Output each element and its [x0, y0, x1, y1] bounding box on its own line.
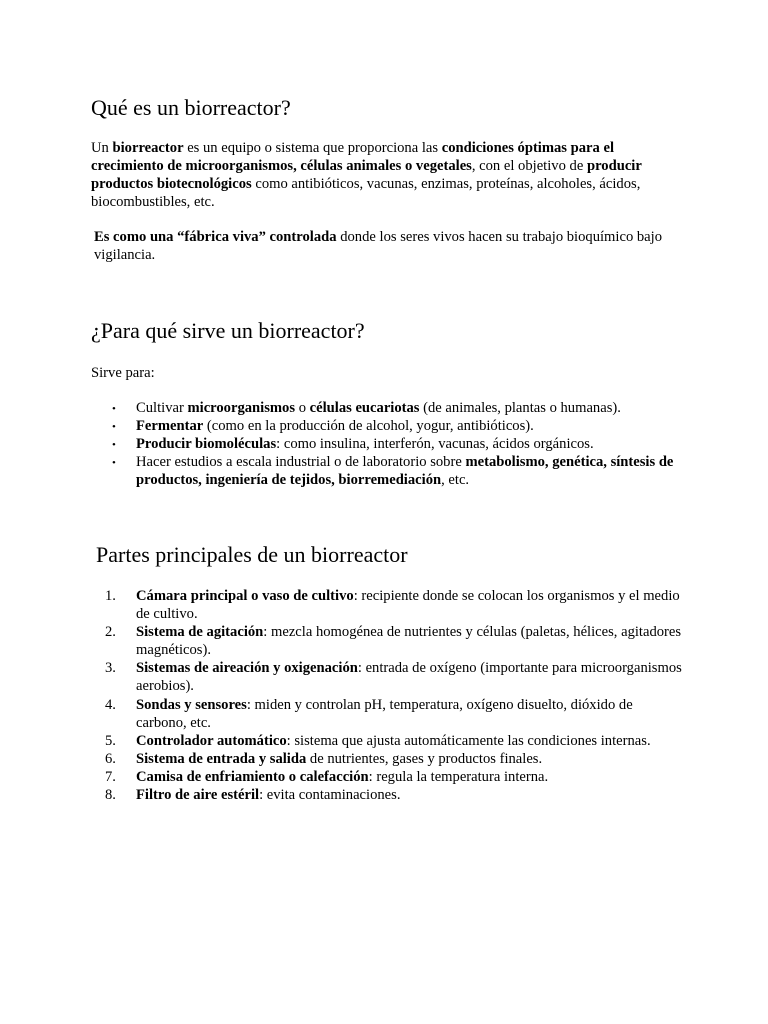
- text: , con el objetivo de: [471, 158, 587, 175]
- paragraph-definition: [91, 139, 676, 211]
- bold-text: microorganismos: [187, 400, 296, 416]
- text: : sistema que ajusta automáticamente las condiciones internas.: [286, 732, 651, 749]
- text: : como insulina, interferón, vacunas, ácidos orgánicos.: [276, 436, 594, 453]
- text: : miden y controlan pH, temperatura, oxígeno disuelto, dióxido de carbono, etc.: [136, 696, 633, 731]
- list-number: 4.: [105, 696, 116, 713]
- list-item: [105, 659, 685, 695]
- text: : mezcla homogénea de nutrientes y células (paletas, hélices, agitadores magnéticos).: [136, 624, 682, 659]
- list-item: [105, 786, 685, 804]
- list-number: 8.: [105, 787, 116, 804]
- text: Cultivar: [136, 400, 188, 416]
- list-item: [112, 417, 682, 435]
- heading-para-que-sirve: ¿Para qué sirve un biorreactor?: [91, 318, 365, 343]
- list-number: 3.: [105, 660, 116, 677]
- bold-text: Filtro de aire estéril: [136, 787, 260, 804]
- paragraph-analogy: [94, 228, 674, 264]
- text: : evita contaminaciones.: [259, 787, 401, 804]
- list-number: 7.: [105, 768, 116, 785]
- text: o: [295, 400, 310, 416]
- list-item: [105, 750, 685, 768]
- text: Hacer estudios a escala industrial o de laboratorio sobre: [136, 454, 466, 471]
- bold-text: Sistema de entrada y salida: [136, 750, 307, 767]
- bold-text: Camisa de enfriamiento o calefacción: [136, 768, 369, 785]
- list-item: [105, 587, 685, 623]
- heading-que-es: Qué es un biorreactor?: [91, 95, 291, 120]
- text: : regula la temperatura interna.: [368, 768, 549, 785]
- bold-text: células eucariotas: [309, 400, 420, 416]
- bullet-icon: •: [112, 439, 116, 452]
- list-item: [112, 435, 682, 453]
- bold-text: condiciones óptimas para el crecimiento de microorganismos, células animales o vegetales: [91, 140, 615, 175]
- bold-text: Controlador automático: [136, 732, 287, 749]
- text: : recipiente donde se colocan los organismos y el medio de cultivo.: [136, 588, 680, 623]
- bold-text: Es como una “fábrica viva” controlada: [94, 229, 337, 245]
- bold-text: Fermentar: [136, 418, 204, 435]
- bold-text: Sistemas de aireación y oxigenación: [136, 660, 358, 677]
- bold-text: producir productos biotecnológicos: [91, 158, 642, 193]
- text: de nutrientes, gases y productos finales.: [306, 750, 543, 767]
- text: (como en la producción de alcohol, yogur, antibióticos).: [203, 418, 534, 435]
- list-number: 5.: [105, 732, 116, 749]
- paragraph-intro: Sirve para:: [91, 365, 155, 381]
- bold-text: Sondas y sensores: [136, 696, 247, 713]
- list-item: [105, 696, 685, 732]
- text: es un equipo o sistema que proporciona las: [183, 140, 442, 156]
- list-number: 6.: [105, 750, 116, 767]
- bold-text: Sistema de agitación: [136, 624, 264, 641]
- uses-list: [112, 399, 682, 489]
- heading-partes-principales: Partes principales de un biorreactor: [96, 542, 408, 567]
- text: Un: [91, 140, 113, 156]
- bullet-icon: •: [112, 457, 116, 470]
- bullet-icon: •: [112, 403, 116, 415]
- list-item: [105, 732, 685, 750]
- bold-text: metabolismo, genética, síntesis de productos, ingeniería de tejidos, biorremediación: [136, 454, 674, 489]
- bold-text: biorreactor: [112, 140, 184, 156]
- parts-list: [105, 587, 685, 804]
- text: como antibióticos, vacunas, enzimas, proteínas, alcoholes, ácidos, biocombustibles, etc.: [91, 176, 641, 211]
- text: (de animales, plantas o humanas).: [419, 400, 621, 416]
- bullet-icon: •: [112, 421, 116, 434]
- text: , etc.: [441, 472, 470, 489]
- bold-text: Producir biomoléculas: [136, 436, 277, 453]
- list-item: [112, 399, 682, 417]
- list-number: 2.: [105, 624, 116, 641]
- text: : entrada de oxígeno (importante para microorganismos aerobios).: [136, 660, 682, 695]
- text: donde los seres vivos hacen su trabajo bioquímico bajo vigilancia.: [94, 229, 663, 264]
- list-number: 1.: [105, 588, 116, 604]
- list-item: [112, 453, 682, 489]
- list-item: [105, 768, 685, 786]
- list-item: [105, 623, 685, 659]
- bold-text: Cámara principal o vaso de cultivo: [136, 588, 354, 604]
